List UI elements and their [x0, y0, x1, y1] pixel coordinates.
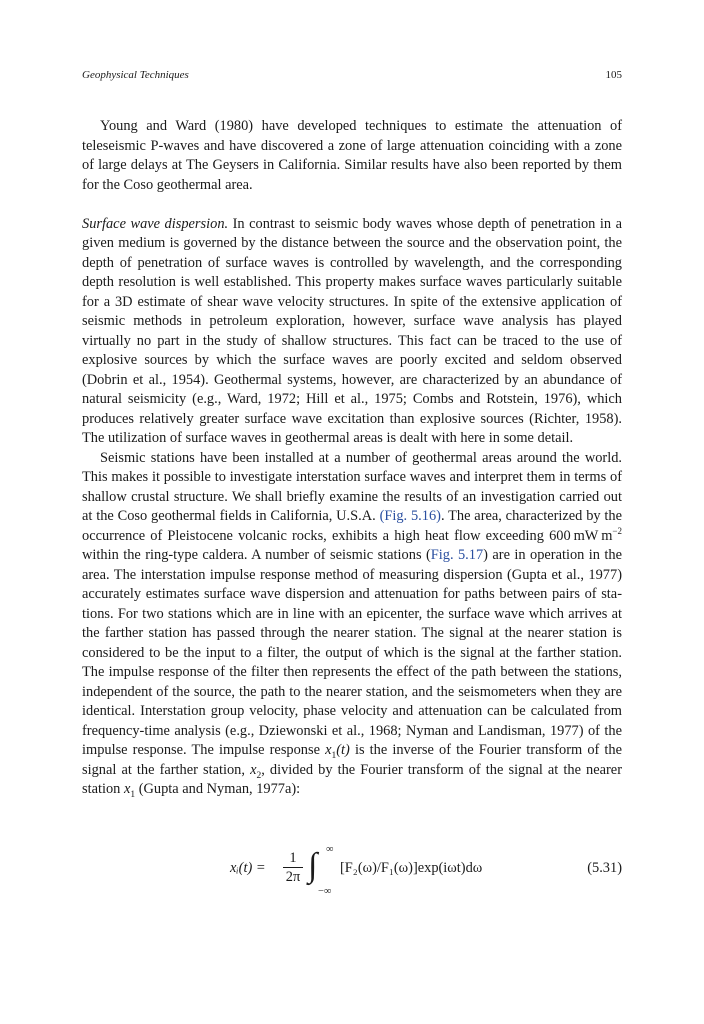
fraction-numerator: 1 [289, 850, 297, 866]
integrand: [F₂(ω)/F₁(ω)]exp(iωt)dω [340, 860, 483, 876]
paragraph-text: In contrast to seismic body waves whose depth of penetration in a given medium is governed by the distance between the source and the observation point, the depth of penetration of surface waves is controlled by wavelength, and the corresponding depth resolution is well established. This property makes surface waves particularly suitable for a 3D estimate of shear wave velocity structures. In spite of the extensive application of seismic methods in petroleum exploration, however, surface wave analysis has played virtually no part in the study of shallow structures. This fact can be traced to the use of explosive sources by which the surface waves are poorly excited and seldom observed (Dobrin et al., 1954). Geothermal systems, however, are characterized by an abundance of natural seismicity (e.g., Ward, 1972; Hill et al., 1975; Combs and Rotstein, 1976), which produces relatively greater surface wave excitation than explosive sources (Richter, 1958). The utilization of surface waves in geothermal areas is dealt with here in some detail. [82, 215, 622, 446]
section-heading: Surface wave dispersion. [82, 215, 229, 232]
fraction-bar [283, 867, 303, 868]
fraction-denominator: 2π [285, 869, 301, 885]
figure-link-5-17[interactable]: Fig. 5.17 [430, 547, 484, 563]
subscript: 1 [130, 789, 136, 800]
running-title: Geophysical Techniques [82, 69, 189, 81]
exponent: −2 [612, 525, 622, 536]
symbol-x: x [250, 761, 257, 778]
paragraph-seismic-stations [82, 449, 622, 800]
text-run: , divided by the Fourier transform of the signal at the nearer station [82, 761, 622, 797]
text-run: within the ring-type caldera. A number of seismic stations ( [82, 547, 431, 563]
subscript: 2 [256, 770, 262, 781]
paragraph-gap [82, 195, 622, 215]
equation-lhs: xᵢ(t) = [230, 860, 266, 876]
equation-5-31 [82, 844, 622, 900]
subscript: 1 [331, 750, 337, 761]
text-run: ) are in operation in the area. The interstation impulse response method of measuring dispersion (Gupta et al., 1977) accurately estimates surface wave dispersion and attenuation for paths between pairs of stations. For two stations which are in line with an epicenter, the surface wave which arrives at the farther station has passed through the nearer station. The signal at the nearer station is considered to be the input to a filter, the output of which is the signal at the farther station. The impulse response of the filter then represents the effect of the path between the stations, independent of the source, the path to the nearer station, and the seismometers when they are identical. Interstation group velocity, phase velocity and attenuation can be calculated from frequency-time analysis (e.g., Dziewonski et al., 1968; Nyman and Landisman, 1977) of the impulse response. The impulse response [82, 547, 622, 758]
page-header [82, 67, 622, 83]
symbol-arg: (t) [336, 742, 350, 758]
equation-fraction [281, 850, 305, 885]
paragraph-surface-wave-dispersion [82, 215, 622, 449]
symbol-x: x [325, 742, 332, 758]
paragraph-attenuation: Young and Ward (1980) have developed techniques to estimate the attenuation of teleseismic P-waves and have discovered a zone of large attenuation coinciding with a zone of large delays at The Geysers in California. Similar results have also been reported by them for the Coso geothermal area. [82, 118, 622, 193]
page-number: 105 [605, 69, 622, 81]
symbol-x: x [123, 781, 131, 797]
text-run: (Gupta and Nyman, 1977a): [135, 781, 301, 797]
text-run: Seismic stations have been installed at a number of geothermal areas around the world. This makes it possible to investigate interstation surface waves and interpret them in terms of shallow crustal structure. We shall briefly examine the results of an investigation carried out at the Coso geothermal fields in California, U.S.A. [82, 449, 622, 524]
text-run: . The area, characterized by the occurrence of Pleistocene volcanic rocks, exhibits a high heat flow exceeding 600 mW m [82, 508, 622, 544]
integral-lower-limit: −∞ [318, 886, 332, 897]
integral-sign: ∫ [308, 847, 318, 884]
integral-upper-limit: ∞ [326, 844, 334, 855]
equation-number: (5.31) [587, 860, 622, 876]
body-text [82, 117, 622, 800]
text-run: is the inverse of the Fourier transform of the signal at the farther station, [82, 742, 623, 778]
figure-link-5-16[interactable]: (Fig. 5.16) [379, 508, 441, 524]
